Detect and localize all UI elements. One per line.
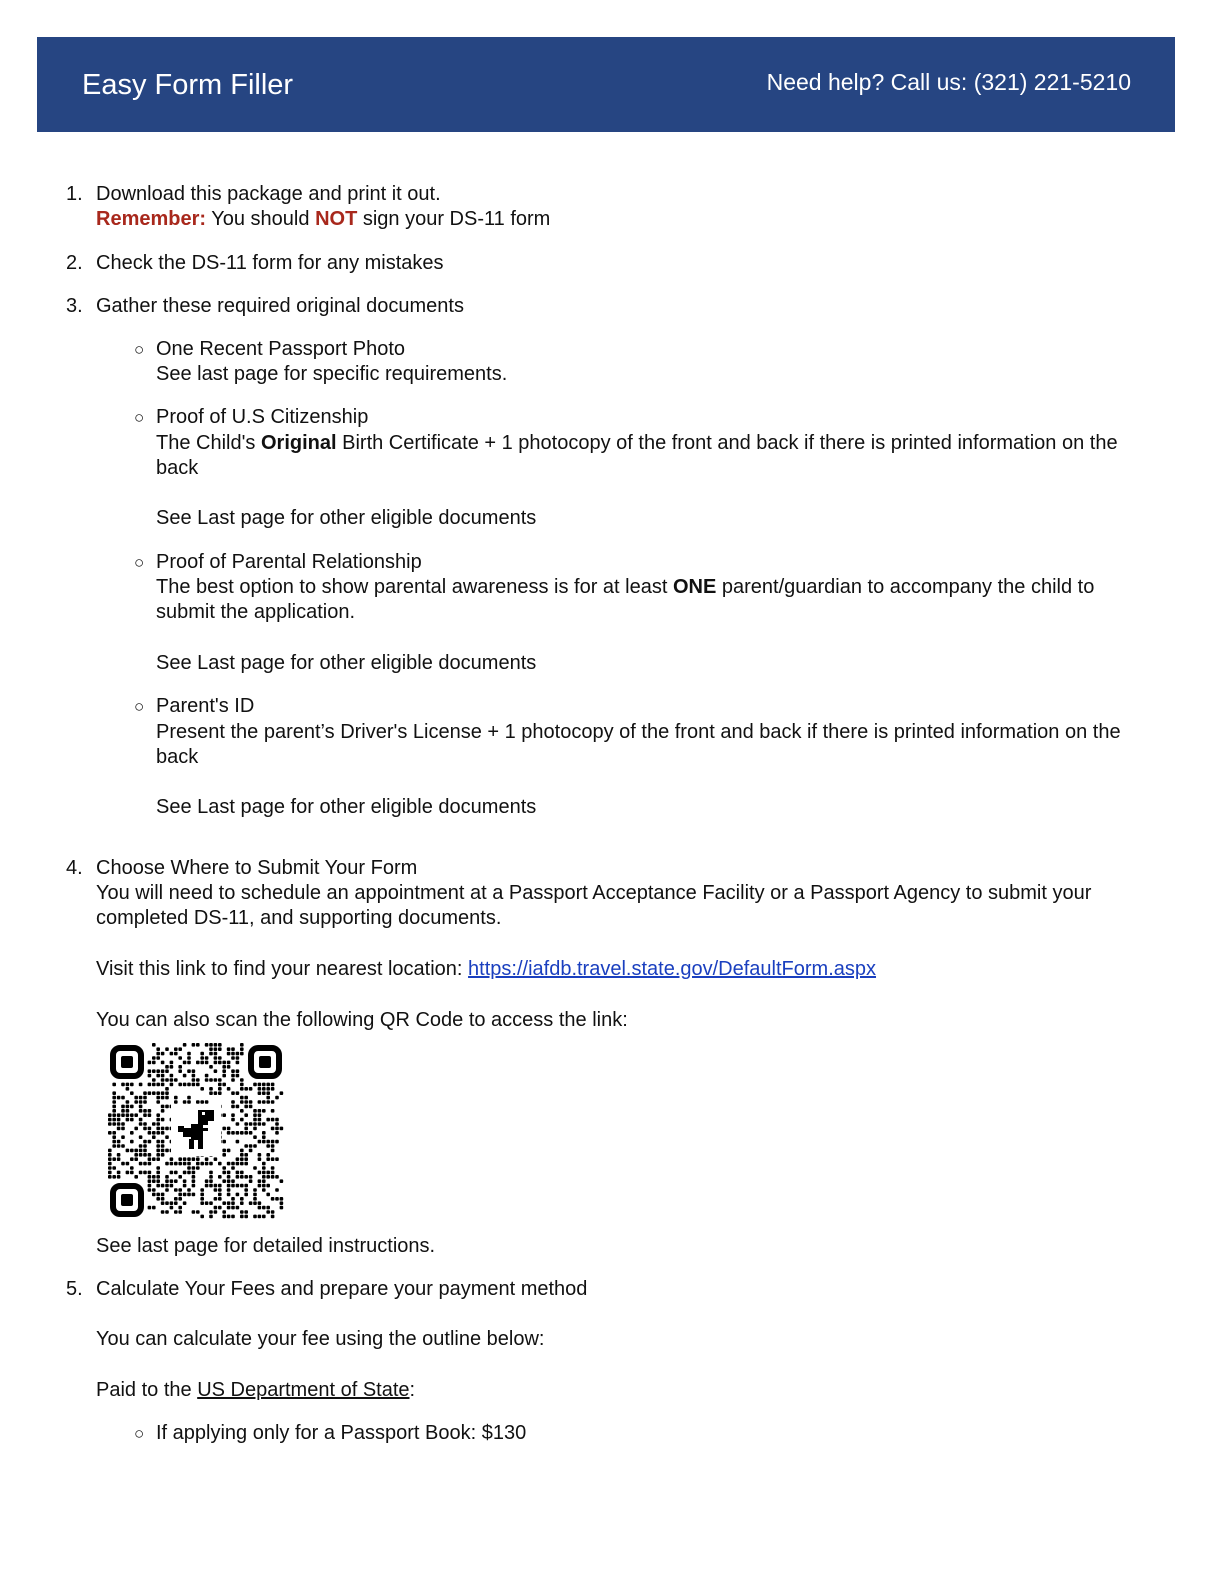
relationship-detail-pre: The best option to show parental awareness is for at least (156, 576, 668, 598)
step-5-title: Calculate Your Fees and prepare your payment method (96, 1278, 588, 1300)
bullet-icon: ○ (134, 697, 145, 716)
step-5-paid (96, 1378, 415, 1403)
relationship-see: See Last page for other eligible documents (156, 652, 537, 674)
remember-not: NOT (315, 208, 358, 230)
step-1-text: Download this package and print it out. (96, 183, 441, 205)
photo-detail: See last page for specific requirements. (156, 363, 508, 385)
step-4-line1: You will need to schedule an appointment at a Passport Acceptance Facility or a Passport Agency to submit your (96, 882, 1092, 904)
step-4-line2: completed DS-11, and supporting documents. (96, 907, 502, 929)
bullet-icon: ○ (134, 1424, 145, 1443)
paid-post: : (409, 1379, 416, 1401)
bullet-icon: ○ (134, 408, 145, 427)
remember-pre: You should (211, 208, 310, 230)
citizenship-detail-post: Birth Certificate + 1 photocopy of the front and back if there is printed information on the (342, 432, 1118, 454)
citizenship-detail-pre: The Child's (156, 432, 256, 454)
citizenship-see: See Last page for other eligible documents (156, 507, 537, 529)
step-3-text: Gather these required original documents (96, 295, 464, 317)
qr-code[interactable] (107, 1042, 285, 1220)
step-4-visit (96, 957, 876, 982)
remember-post: sign your DS-11 form (362, 208, 551, 230)
step-1-number: 1. (66, 183, 83, 205)
relationship-detail (156, 575, 1094, 600)
parent-id-see: See Last page for other eligible documents (156, 796, 537, 818)
step-2-number: 2. (66, 252, 83, 274)
citizenship-detail-bold: Original (260, 432, 337, 454)
relationship-detail-post: parent/guardian to accompany the child to (721, 576, 1095, 598)
fee-passport-book: If applying only for a Passport Book: $130 (156, 1422, 527, 1444)
paid-pre: Paid to the (96, 1379, 192, 1401)
parent-id-detail-line2: back (156, 746, 199, 768)
relationship-title: Proof of Parental Relationship (156, 551, 422, 573)
relationship-detail-line2: submit the application. (156, 601, 356, 623)
step-2-text: Check the DS-11 form for any mistakes (96, 252, 444, 274)
step-4-number: 4. (66, 857, 83, 879)
location-link[interactable]: https://iafdb.travel.state.gov/DefaultForm.aspx (468, 958, 877, 980)
step-5-calc: You can calculate your fee using the outline below: (96, 1328, 545, 1350)
step-4-qr-text: You can also scan the following QR Code to access the link: (96, 1009, 628, 1031)
bullet-icon: ○ (134, 553, 145, 572)
help-phone[interactable]: Need help? Call us: (321) 221-5210 (766, 69, 1131, 95)
parent-id-title: Parent's ID (156, 695, 255, 717)
photo-title: One Recent Passport Photo (156, 338, 406, 360)
parent-id-detail: Present the parent’s Driver's License + 1 photocopy of the front and back if there is printed information on the (156, 721, 1121, 743)
bullet-icon: ○ (134, 340, 145, 359)
paid-recipient: US Department of State (197, 1379, 410, 1401)
step-4-title: Choose Where to Submit Your Form (96, 857, 418, 879)
qr-code-graphic (107, 1042, 285, 1220)
header-bar (37, 37, 1175, 132)
citizenship-title: Proof of U.S Citizenship (156, 406, 369, 428)
step-1-remember (96, 207, 550, 232)
app-title: Easy Form Filler (82, 69, 294, 101)
citizenship-detail-line2: back (156, 457, 199, 479)
remember-label: Remember: (96, 208, 207, 230)
citizenship-detail (156, 431, 1118, 456)
visit-text: Visit this link to find your nearest location: (96, 958, 463, 980)
step-4-after-qr: See last page for detailed instructions. (96, 1235, 436, 1257)
step-5-number: 5. (66, 1278, 83, 1300)
relationship-detail-bold: ONE (672, 576, 717, 598)
step-3-number: 3. (66, 295, 83, 317)
